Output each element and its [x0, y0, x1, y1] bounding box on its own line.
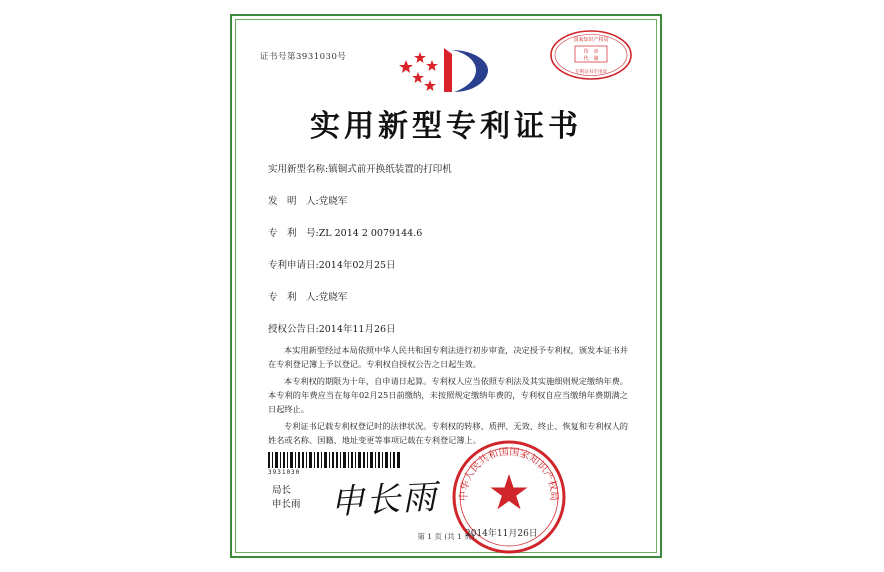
- field-value: 2014年02月25日: [318, 260, 396, 271]
- field-value: 2014年11月26日: [318, 324, 396, 335]
- svg-text:专利证书专用章: 专利证书专用章: [574, 70, 608, 75]
- page-footer: 第 1 页 (共 1 页): [417, 532, 475, 541]
- body-text: [268, 343, 628, 449]
- field-row: [268, 321, 630, 335]
- body-paragraph: 本实用新型经过本局依照中华人民共和国专利法进行初步审查，决定授予专利权，颁发本证书并在专利登记簿上予以登记。专利权自授权公告之日起生效。: [268, 345, 628, 370]
- certificate-number: 证书号第3931030号: [260, 52, 347, 62]
- field-row: [268, 257, 630, 271]
- field-label: 发 明 人:: [268, 196, 319, 207]
- field-label: 专 利 人:: [268, 292, 319, 303]
- page-title: 实用新型专利证书: [310, 109, 582, 144]
- field-list: [268, 161, 630, 353]
- certificate-sheet: [222, 6, 670, 566]
- signature-label-title: 局长: [272, 485, 292, 496]
- field-value: 党晓军: [318, 196, 348, 207]
- field-label: 专 利 号:: [268, 228, 319, 239]
- body-paragraph: 本专利权的期限为十年，自申请日起算。专利权人应当依照专利法及其实施细则规定缴纳年费。本专利的年费应当在每年02月25日前缴纳，未按照规定缴纳年费的，专利权自应当缴纳年费期满之日起终止。: [268, 375, 628, 415]
- field-value: ZL 2014 2 0079144.6: [318, 228, 423, 239]
- seal-date: 2014年11月26日: [465, 529, 538, 539]
- signature-labels: [272, 484, 301, 512]
- sipo-logo-icon: [222, 40, 670, 96]
- signature-label-name: 申长雨: [272, 498, 301, 510]
- svg-text:国家知识产权局: 国家知识产权局: [573, 37, 609, 43]
- body-paragraph: 专利证书记载专利权登记时的法律状况。专利权的转移、质押、无效、终止、恢复和专利权人的姓名或名称、国籍、地址变更等事项记载在专利登记簿上。: [268, 420, 628, 446]
- field-label: 授权公告日:: [268, 324, 319, 335]
- field-row: [268, 225, 630, 239]
- field-value: 镇铜式前开换纸装置的打印机: [328, 164, 452, 175]
- barcode-icon: [268, 452, 400, 468]
- field-row: [268, 193, 630, 207]
- barcode-number: 3931030: [268, 469, 301, 476]
- field-value: 党晓军: [318, 292, 348, 303]
- svg-text:印 章: 印 章: [583, 49, 599, 55]
- svg-text:中华人民共和国国家知识产权局: 中华人民共和国国家知识产权局: [458, 446, 560, 502]
- field-row: [268, 289, 630, 303]
- handwritten-signature: 申长雨: [329, 477, 440, 523]
- field-row: [268, 161, 630, 175]
- field-label: 专利申请日:: [268, 260, 319, 271]
- svg-text:代 制: 代 制: [583, 56, 599, 62]
- field-label: 实用新型名称:: [268, 164, 329, 175]
